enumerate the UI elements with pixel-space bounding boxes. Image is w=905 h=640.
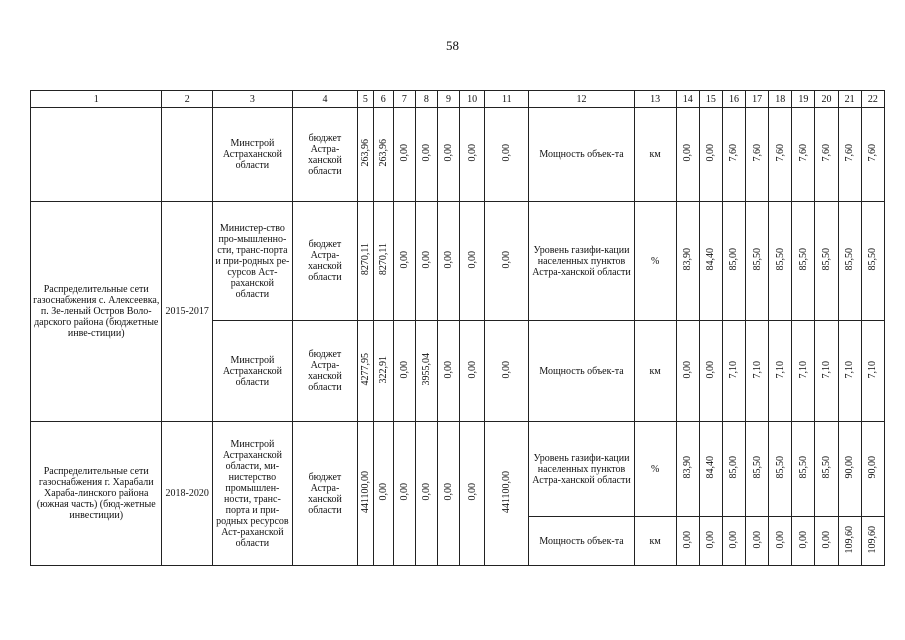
amount-cell: 0,00 bbox=[393, 321, 415, 422]
amount-cell: 263,96 bbox=[358, 108, 374, 202]
value-cell: 85,50 bbox=[861, 202, 884, 321]
value-cell: 85,50 bbox=[815, 202, 838, 321]
amount-cell: 0,00 bbox=[485, 108, 529, 202]
amount-cell: 0,00 bbox=[460, 321, 485, 422]
header-cell: 14 bbox=[676, 91, 699, 108]
indicator-cell: Мощность объек-та bbox=[529, 108, 634, 202]
header-cell: 11 bbox=[485, 91, 529, 108]
period-cell: 2018-2020 bbox=[162, 422, 212, 566]
amount-cell: 0,00 bbox=[415, 108, 437, 202]
header-cell: 9 bbox=[437, 91, 459, 108]
amount-cell: 0,00 bbox=[437, 202, 459, 321]
header-cell: 5 bbox=[358, 91, 374, 108]
value-cell: 7,10 bbox=[769, 321, 792, 422]
responsible-cell: Минстрой Астраханской области, ми-нистерство промышлен-ности, транс-порта и при-родных ресурсов Аст-раханской области bbox=[212, 422, 292, 566]
indicator-cell: Мощность объек-та bbox=[529, 321, 634, 422]
value-cell: 83,90 bbox=[676, 202, 699, 321]
source-cell: бюджет Астра-ханской области bbox=[292, 108, 357, 202]
header-cell: 2 bbox=[162, 91, 212, 108]
value-cell: 7,10 bbox=[838, 321, 861, 422]
value-cell: 85,50 bbox=[769, 202, 792, 321]
value-cell: 90,00 bbox=[861, 422, 884, 517]
amount-cell: 441100,00 bbox=[485, 422, 529, 566]
header-cell: 1 bbox=[31, 91, 162, 108]
header-cell: 10 bbox=[460, 91, 485, 108]
table-row bbox=[31, 202, 885, 321]
header-cell: 4 bbox=[292, 91, 357, 108]
source-cell: бюджет Астра-ханской области bbox=[292, 321, 357, 422]
value-cell: 0,00 bbox=[699, 517, 722, 566]
unit-cell: км bbox=[634, 321, 676, 422]
project-name-cell bbox=[31, 108, 162, 202]
value-cell: 7,60 bbox=[815, 108, 838, 202]
value-cell: 85,50 bbox=[838, 202, 861, 321]
amount-cell: 0,00 bbox=[393, 202, 415, 321]
value-cell: 0,00 bbox=[676, 321, 699, 422]
indicator-cell: Мощность объек-та bbox=[529, 517, 634, 566]
amount-cell: 0,00 bbox=[485, 202, 529, 321]
unit-cell: км bbox=[634, 108, 676, 202]
header-cell: 15 bbox=[699, 91, 722, 108]
amount-cell: 4277,95 bbox=[358, 321, 374, 422]
unit-cell: км bbox=[634, 517, 676, 566]
value-cell: 7,60 bbox=[861, 108, 884, 202]
header-cell: 6 bbox=[373, 91, 393, 108]
value-cell: 0,00 bbox=[676, 517, 699, 566]
header-cell: 22 bbox=[861, 91, 884, 108]
value-cell: 0,00 bbox=[676, 108, 699, 202]
amount-cell: 0,00 bbox=[415, 202, 437, 321]
value-cell: 7,10 bbox=[861, 321, 884, 422]
header-cell: 16 bbox=[722, 91, 745, 108]
header-cell: 8 bbox=[415, 91, 437, 108]
amount-cell: 8270,11 bbox=[373, 202, 393, 321]
header-cell: 13 bbox=[634, 91, 676, 108]
value-cell: 0,00 bbox=[769, 517, 792, 566]
amount-cell: 3955,04 bbox=[415, 321, 437, 422]
value-cell: 7,60 bbox=[746, 108, 769, 202]
table-row bbox=[31, 422, 885, 517]
value-cell: 7,60 bbox=[838, 108, 861, 202]
value-cell: 85,50 bbox=[792, 422, 815, 517]
value-cell: 85,50 bbox=[769, 422, 792, 517]
value-cell: 85,50 bbox=[792, 202, 815, 321]
value-cell: 83,90 bbox=[676, 422, 699, 517]
value-cell: 7,10 bbox=[815, 321, 838, 422]
value-cell: 0,00 bbox=[746, 517, 769, 566]
unit-cell: % bbox=[634, 422, 676, 517]
period-cell: 2015-2017 bbox=[162, 202, 212, 422]
responsible-cell: Минстрой Астраханской области bbox=[212, 108, 292, 202]
header-cell: 3 bbox=[212, 91, 292, 108]
project-name-cell: Распределительные сети газоснабжения с. Алексеевка, п. Зе-леный Остров Воло-дарского района (бюджетные инве-стиции) bbox=[31, 202, 162, 422]
value-cell: 84,40 bbox=[699, 202, 722, 321]
amount-cell: 441100,00 bbox=[358, 422, 374, 566]
project-name-cell: Распределительные сети газоснабжения г. Харабали Хараба-линского района (южная часть) (бюд-жетные инвестиции) bbox=[31, 422, 162, 566]
table-row bbox=[31, 108, 885, 202]
value-cell: 7,60 bbox=[792, 108, 815, 202]
value-cell: 7,60 bbox=[769, 108, 792, 202]
header-row bbox=[31, 91, 885, 108]
value-cell: 85,50 bbox=[746, 422, 769, 517]
value-cell: 7,10 bbox=[722, 321, 745, 422]
amount-cell: 0,00 bbox=[460, 422, 485, 566]
header-cell: 12 bbox=[529, 91, 634, 108]
amount-cell: 8270,11 bbox=[358, 202, 374, 321]
value-cell: 0,00 bbox=[699, 108, 722, 202]
value-cell: 0,00 bbox=[722, 517, 745, 566]
amount-cell: 0,00 bbox=[485, 321, 529, 422]
amount-cell: 0,00 bbox=[460, 202, 485, 321]
responsible-cell: Министер-ство про-мышленно-сти, транс-порта и при-родных ре-сурсов Аст-раханской области bbox=[212, 202, 292, 321]
program-table bbox=[30, 90, 885, 566]
amount-cell: 0,00 bbox=[373, 422, 393, 566]
header-cell: 17 bbox=[746, 91, 769, 108]
value-cell: 85,00 bbox=[722, 422, 745, 517]
value-cell: 109,60 bbox=[838, 517, 861, 566]
page-number: 58 bbox=[446, 38, 459, 53]
source-cell: бюджет Астра-ханской области bbox=[292, 422, 357, 566]
value-cell: 0,00 bbox=[815, 517, 838, 566]
value-cell: 109,60 bbox=[861, 517, 884, 566]
value-cell: 0,00 bbox=[792, 517, 815, 566]
header-cell: 20 bbox=[815, 91, 838, 108]
unit-cell: % bbox=[634, 202, 676, 321]
amount-cell: 322,91 bbox=[373, 321, 393, 422]
responsible-cell: Минстрой Астраханской области bbox=[212, 321, 292, 422]
value-cell: 85,50 bbox=[815, 422, 838, 517]
value-cell: 7,10 bbox=[792, 321, 815, 422]
value-cell: 84,40 bbox=[699, 422, 722, 517]
amount-cell: 0,00 bbox=[437, 422, 459, 566]
indicator-cell: Уровень газифи-кации населенных пунктов Астра-ханской области bbox=[529, 202, 634, 321]
amount-cell: 263,96 bbox=[373, 108, 393, 202]
amount-cell: 0,00 bbox=[437, 108, 459, 202]
value-cell: 7,10 bbox=[746, 321, 769, 422]
value-cell: 85,00 bbox=[722, 202, 745, 321]
header-cell: 18 bbox=[769, 91, 792, 108]
value-cell: 85,50 bbox=[746, 202, 769, 321]
header-cell: 21 bbox=[838, 91, 861, 108]
amount-cell: 0,00 bbox=[393, 108, 415, 202]
indicator-cell: Уровень газифи-кации населенных пунктов Астра-ханской области bbox=[529, 422, 634, 517]
amount-cell: 0,00 bbox=[415, 422, 437, 566]
amount-cell: 0,00 bbox=[393, 422, 415, 566]
value-cell: 0,00 bbox=[699, 321, 722, 422]
value-cell: 90,00 bbox=[838, 422, 861, 517]
source-cell: бюджет Астра-ханской области bbox=[292, 202, 357, 321]
amount-cell: 0,00 bbox=[460, 108, 485, 202]
period-cell bbox=[162, 108, 212, 202]
value-cell: 7,60 bbox=[722, 108, 745, 202]
header-cell: 19 bbox=[792, 91, 815, 108]
header-cell: 7 bbox=[393, 91, 415, 108]
amount-cell: 0,00 bbox=[437, 321, 459, 422]
